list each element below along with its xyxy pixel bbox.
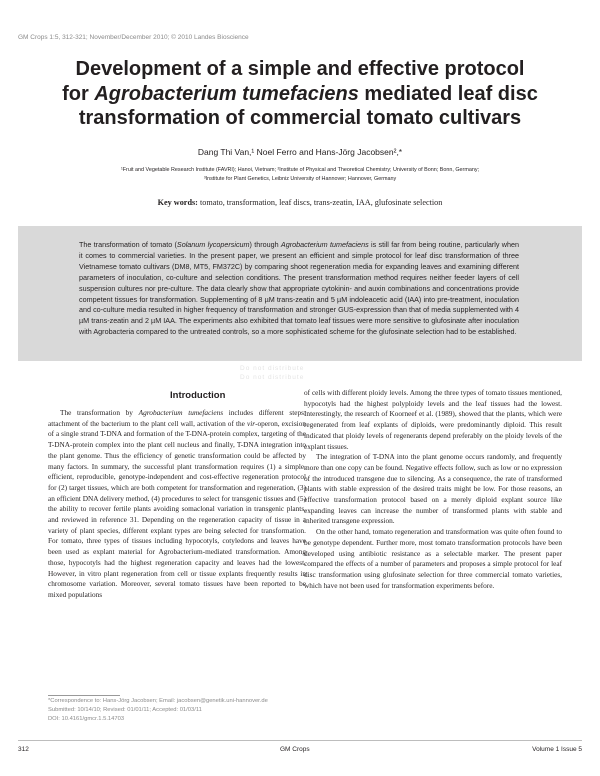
left-column (48, 408, 306, 601)
footnote-divider (48, 695, 120, 696)
title-line-1: Development of a simple and effective protocol (75, 58, 525, 80)
submission-dates: Submitted: 10/14/10; Revised: 01/01/11; Accepted: 01/03/11 (48, 707, 202, 714)
paragraph: The integration of T-DNA into the plant genome occurs randomly, and frequently more than one copy can be found. Negative effects follow, such as low or no expression of the introduced transgene due to silencing. As a consequence, the rate of transformed plants with stable expression of the desired traits might be low. For those reasons, an effective transformation protocol based on a merely diploid explant source like expanding leaves can increase the number of transformed plants with stable and inherited transgene expression. (304, 452, 562, 526)
correspondence: *Correspondence to: Hans-Jörg Jacobsen; Email: jacobsen@genetik.uni-hannover.de (48, 698, 268, 704)
footnotes (48, 697, 268, 725)
paragraph: of cells with different ploidy levels. Among the three types of tomato tissues mentioned, hypocotyls had the highest polyploidy levels and the leaf tissues had the lowest. Interestingly, the research of Koorneef et al. (1989), showed that the plants, which were regenerated from leaf explants of diploids, were predominantly diploid. This result indicated that ploidy levels of regenerants depend preferably on the ploidy levels of the explant tissues. (304, 388, 562, 451)
running-head: GM Crops 1:5, 312-321; November/December 2010; © 2010 Landes Bioscience (18, 34, 249, 41)
title-line-2: for Agrobacterium tumefaciens mediated leaf disc (62, 82, 538, 105)
article-title (30, 57, 570, 131)
paragraph: The transformation by Agrobacterium tumefaciens includes different steps: attachment of the bacterium to the plant cell wall, activation of the vir-operon, excision of a single strand T-DNA and formation of the T-DNA-protein complex, targeting of the T-DNA-protein complex into the plant cell nucleus and finally, T-DNA integration into the plant genome. Thus the efficiency of genetic transformation could be affected by many factors. In summary, the successful plant transformation requires (1) a simple, efficient, reproducible, genotype-independent and cost-effective regeneration protocol for (2) target tissues, which are both competent for transformation and regeneration, (3) an efficient DNA delivery method, (4) procedures to select for transgenic tissues and (5) the ability to recover fertile plants avoiding somaclonal variation in transgenic plants, and reviewed in reference 31. Depending on the regeneration capacity of tissue in a variety of plant species, different explant types are being selected for transformation. For tomato, three types of tissues including hypocotyls, cotyledons and leaves have been used as explant material for Agrobacterium-mediated transformation. Among those, hypocotyls had the highest regeneration capacity and leaves had the lowest. However, in vitro plant regeneration from cell or tissue explants frequently results in chromosome variation. Moreover, several tomato tissues have been reported to be mixed populations (48, 408, 306, 599)
page-number: 312 (18, 746, 29, 753)
paragraph: On the other hand, tomato regeneration and transformation was quite often found to be genotype dependent. Further more, most tomato transformation protocols have been developed using antibiotic resistance as a selectable marker. The present paper compared the effects of a number of parameters and proposes a simple protocol for leaf disc transformation using glufosinate selection for three commercial tomato varieties, which have not been used for transformation experiments before. (304, 527, 562, 590)
journal-name: GM Crops (280, 746, 310, 753)
affiliation-line-2: ³Institute for Plant Genetics, Leibniz University of Hannover; Hannover, Germany (203, 176, 397, 182)
abstract: The transformation of tomato (Solanum lycopersicum) through Agrobacterium tumefaciens is still far from being routine, particularly when it comes to commercial varieties. In the present paper, we present an efficient and simple protocol for leaf disc transformation of three Vietnamese tomato cultivars (DM8, MT5, FM372C) by comparing shoot regeneration media for expanding leaves and examining different parameters of inoculation, co-culture and selection conditions. The present transformation method requires neither feeder layers of cell suspension cultures nor pre-culture. The data clearly show that appropriate cytokinin- and auxin combinations and concentrations provide competent tissues for transformation. Supplementing of 8 µM trans-zeatin and 5 µM indoleacetic acid (IAA) into pre-treatment, inoculation and co-culture media resulted in higher frequency of transformation and stronger GUS-expression than that of media supplemented with 4 µM trans-zeatin and 2 µM IAA. The experiments also exhibited that tomato leaf tissues were more sensitive to glufosinate after inoculation with Agrobacteria compared to the untreated controls, so a more sophisticated scheme for the glufosinate selection had to be established. (79, 240, 519, 337)
section-heading-introduction: Introduction (170, 390, 226, 401)
keywords: Key words: tomato, transformation, leaf discs, trans-zeatin, IAA, glufosinate selection (157, 198, 443, 207)
doi: DOI: 10.4161/gmcr.1.5.14703 (48, 716, 125, 723)
authors: Dang Thi Van,¹ Noel Ferro and Hans-Jörg Jacobsen²,* (197, 147, 403, 157)
issue-info: Volume 1 Issue 5 (532, 746, 582, 753)
right-column (304, 388, 562, 591)
footer-divider (18, 740, 582, 741)
affiliation-line-1: ¹Fruit and Vegetable Research Institute (FAVRI); Hanoi, Vietnam; ²Institute of Physical and Theoretical Chemistry; University of Bonn; Bonn, Germany; (120, 167, 480, 173)
title-line-3: transformation of commercial tomato cultivars (78, 107, 522, 129)
watermark: Do not distribute Do not distribute (240, 365, 305, 381)
